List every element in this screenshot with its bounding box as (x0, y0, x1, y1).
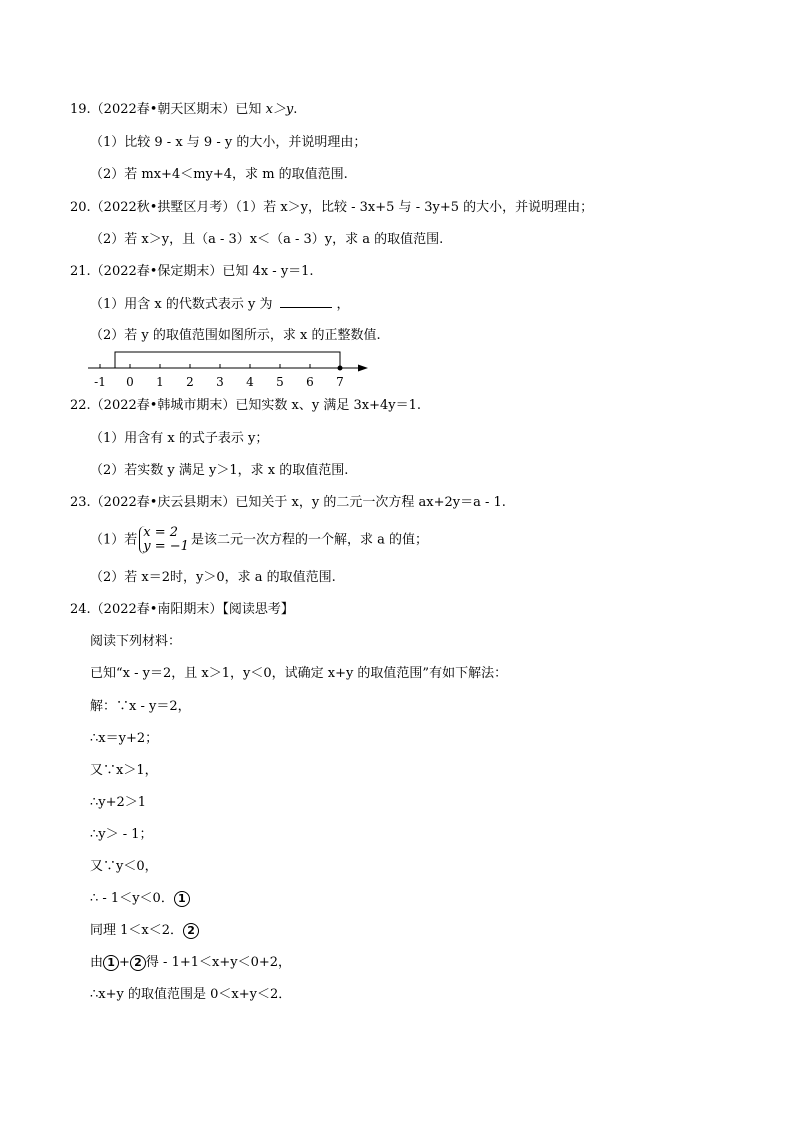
system-eq-2: y = −1 (143, 539, 189, 554)
q24-line-11-plus: + (119, 955, 130, 970)
circled-1-ref: 1 (103, 955, 119, 971)
q19-head-math: x＞y (265, 102, 294, 117)
circled-1-marker: 1 (174, 891, 190, 907)
tick-label: 0 (126, 375, 134, 389)
q24-line-9 (90, 890, 190, 908)
tick-label: 7 (336, 375, 344, 389)
tick-label: 3 (216, 375, 224, 389)
system-eq-1: x = 2 (143, 525, 179, 540)
q23-sub1 (90, 526, 428, 555)
q24-line-10-text: 同理 1＜x＜2． (90, 923, 184, 938)
circled-2-marker: 2 (183, 923, 199, 939)
q23-sub2: （2）若 x＝2时，y＞0，求 a 的取值范围. (90, 570, 336, 585)
q20-sub2: （2）若 x＞y，且（a - 3）x＜（a - 3）y，求 a 的取值范围. (90, 232, 444, 247)
q22-head: 22.（2022春•韩城市期末）已知实数 x、y 满足 3x+4y＝1. (70, 398, 422, 413)
q19-head-text: 19.（2022春•朝天区期末）已知 (70, 102, 266, 117)
q19-sub2: （2）若 mx+4＜my+4，求 m 的取值范围. (90, 167, 348, 182)
q24-line-11-text: 得 - 1+1＜x+y＜0+2， (145, 955, 292, 970)
q24-line-10 (90, 922, 199, 940)
tick-label: 2 (186, 375, 194, 389)
answer-blank[interactable] (280, 295, 332, 308)
arrow-icon (358, 365, 368, 372)
q19-head-end: . (293, 102, 298, 117)
q21-sub1 (90, 295, 350, 314)
q24-line-2: 已知“x - y＝2，且 x＞1，y＜0，试确定 x+y 的取值范围”有如下解法： (90, 666, 508, 681)
number-line (80, 345, 380, 393)
equation-system (139, 526, 189, 554)
q23-sub1-text: （1）若 (90, 532, 138, 548)
tick-label: 6 (306, 375, 314, 389)
q22-sub2: （2）若实数 y 满足 y＞1，求 x 的取值范围. (90, 463, 349, 478)
q24-line-9-text: ∴ - 1＜y＜0． (90, 891, 174, 906)
q24-line-7: ∴y＞ - 1； (90, 827, 153, 842)
q20-head: 20.（2022秋•拱墅区月考）（1）若 x＞y，比较 - 3x+5 与 - 3y+5 的大小，并说明理由； (70, 200, 594, 215)
q23-sub1-end: 是该二元一次方程的一个解，求 a 的值； (190, 532, 428, 548)
q19-sub1: （1）比较 9 - x 与 9 - y 的大小，并说明理由； (90, 135, 367, 150)
q24-line-4: ∴x＝y+2； (90, 731, 159, 746)
q24-line-8: 又∵y＜0， (90, 859, 158, 874)
q19-head (70, 101, 297, 119)
tick-label: -1 (94, 375, 106, 389)
q24-line-6: ∴y+2＞1 (90, 795, 147, 810)
q21-head: 21.（2022春•保定期末）已知 4x - y＝1. (70, 264, 314, 279)
circled-2-ref: 2 (130, 955, 146, 971)
q23-head: 23.（2022春•庆云县期末）已知关于 x，y 的二元一次方程 ax+2y＝a - 1. (70, 495, 506, 510)
q22-sub1: （1）用含有 x 的式子表示 y； (90, 431, 269, 446)
q21-sub1-text: （1）用含 x 的代数式表示 y 为 (90, 297, 273, 312)
q24-line-3: 解：∵x - y＝2， (90, 699, 191, 714)
q24-head: 24.（2022春•南阳期末）【阅读思考】 (70, 602, 294, 617)
range-bracket (115, 352, 340, 368)
q24-line-12: ∴x+y 的取值范围是 0＜x+y＜2． (90, 987, 292, 1002)
q21-sub2: （2）若 y 的取值范围如图所示，求 x 的正整数值. (90, 328, 381, 343)
closed-endpoint-dot (338, 366, 343, 371)
q21-sub1-end: ， (336, 297, 350, 312)
tick-label: 5 (276, 375, 284, 389)
q24-line-11-prefix: 由 (90, 955, 104, 970)
tick-label: 1 (156, 375, 164, 389)
q24-line-5: 又∵x＞1， (90, 763, 158, 778)
q24-line-1: 阅读下列材料： (90, 634, 182, 649)
tick-label: 4 (246, 375, 254, 389)
q24-line-11 (90, 954, 291, 972)
